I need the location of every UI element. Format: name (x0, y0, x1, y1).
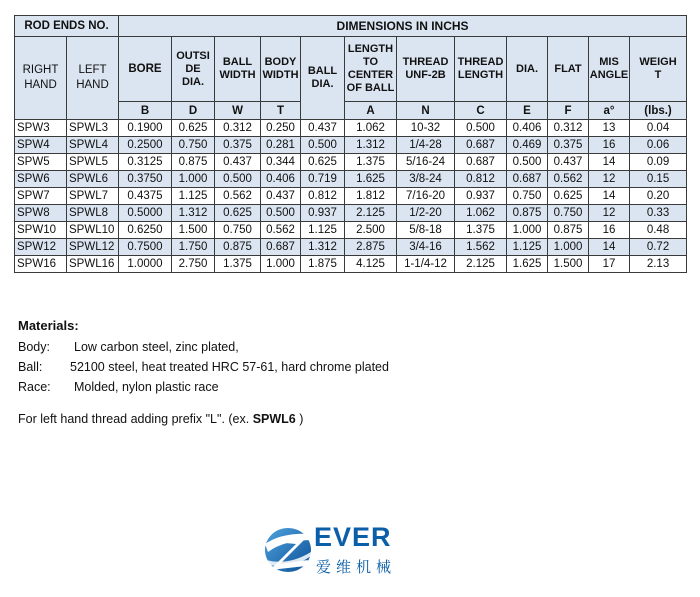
table-cell: 0.312 (548, 120, 589, 137)
table-cell: 0.500 (215, 171, 261, 188)
table-cell: 0.09 (630, 154, 687, 171)
table-cell: 1.062 (455, 205, 507, 222)
table-cell: SPWL7 (67, 188, 119, 205)
table-cell: SPWL12 (67, 239, 119, 256)
table-cell: SPW4 (15, 137, 67, 154)
table-cell: 4.125 (345, 256, 397, 273)
table-cell: 17 (589, 256, 630, 273)
table-cell: SPW6 (15, 171, 67, 188)
table-cell: 1.125 (172, 188, 215, 205)
table-cell: 0.937 (301, 205, 345, 222)
table-row (15, 256, 687, 273)
table-cell: 14 (589, 188, 630, 205)
table-cell: 0.500 (507, 154, 548, 171)
table-cell: 0.875 (548, 222, 589, 239)
table-cell: 7/16-20 (397, 188, 455, 205)
table-row (15, 137, 687, 154)
materials-title: Materials: (18, 318, 79, 333)
table-cell: SPW5 (15, 154, 67, 171)
table-cell: 0.4375 (119, 188, 172, 205)
col-bore: BORE (119, 37, 172, 102)
col-thread: THREAD UNF-2B (397, 37, 455, 102)
table-cell: SPW8 (15, 205, 67, 222)
table-cell: 14 (589, 239, 630, 256)
sym-body-width: T (261, 102, 301, 120)
table-cell: 1.000 (172, 171, 215, 188)
table-cell: 0.562 (548, 171, 589, 188)
sym-dia: E (507, 102, 548, 120)
table-cell: 0.750 (215, 222, 261, 239)
table-cell: 1.375 (455, 222, 507, 239)
table-cell: 1.000 (261, 256, 301, 273)
table-cell: 0.375 (215, 137, 261, 154)
table-cell: 1.125 (301, 222, 345, 239)
table-cell: 5/16-24 (397, 154, 455, 171)
table-cell: SPWL10 (67, 222, 119, 239)
table-cell: 0.875 (507, 205, 548, 222)
table-cell: SPW3 (15, 120, 67, 137)
table-cell: 1/2-20 (397, 205, 455, 222)
table-cell: 1.812 (345, 188, 397, 205)
table-cell: 1.312 (345, 137, 397, 154)
table-cell: 0.6250 (119, 222, 172, 239)
table-cell: 2.125 (455, 256, 507, 273)
table-cell: 1.312 (172, 205, 215, 222)
table-cell: 1.562 (455, 239, 507, 256)
table-cell: 1.500 (548, 256, 589, 273)
material-value: 52100 steel, heat treated HRC 57-61, hard chrome plated (70, 360, 389, 374)
table-cell: 0.687 (507, 171, 548, 188)
table-cell: 0.500 (261, 205, 301, 222)
table-cell: 0.812 (301, 188, 345, 205)
ever-logo (262, 520, 402, 580)
table-cell: 3/8-24 (397, 171, 455, 188)
table-cell: 0.750 (172, 137, 215, 154)
table-cell: 1.875 (301, 256, 345, 273)
table-cell: 0.750 (507, 188, 548, 205)
table-cell: SPWL4 (67, 137, 119, 154)
table-row (15, 120, 687, 137)
table-cell: 1-1/4-12 (397, 256, 455, 273)
table-cell: 0.437 (301, 120, 345, 137)
table-cell: 1/4-28 (397, 137, 455, 154)
table-row (15, 222, 687, 239)
table-cell: SPWL6 (67, 171, 119, 188)
table-cell: 3/4-16 (397, 239, 455, 256)
table-cell: 0.5000 (119, 205, 172, 222)
table-cell: 0.625 (215, 205, 261, 222)
table-cell: 0.33 (630, 205, 687, 222)
table-cell: 0.04 (630, 120, 687, 137)
table-cell: 0.15 (630, 171, 687, 188)
col-left-hand: LEFT HAND (67, 37, 119, 120)
material-race (18, 377, 219, 397)
table-cell: 2.750 (172, 256, 215, 273)
table-cell: 0.437 (215, 154, 261, 171)
table-cell: SPWL3 (67, 120, 119, 137)
table-cell: 0.437 (548, 154, 589, 171)
material-value: Low carbon steel, zinc plated, (74, 340, 239, 354)
table-cell: 14 (589, 154, 630, 171)
col-ball-dia: BALL DIA. (301, 37, 345, 120)
note-example: SPWL6 (252, 412, 296, 426)
table-cell: 16 (589, 222, 630, 239)
table-cell: 0.687 (261, 239, 301, 256)
table-row (15, 239, 687, 256)
sym-ball-width: W (215, 102, 261, 120)
table-cell: 0.72 (630, 239, 687, 256)
table-cell: 0.562 (261, 222, 301, 239)
table-cell: 0.20 (630, 188, 687, 205)
table-cell: 0.3750 (119, 171, 172, 188)
table-cell: 0.625 (301, 154, 345, 171)
table-row (15, 171, 687, 188)
table-cell: 0.437 (261, 188, 301, 205)
table-cell: 0.562 (215, 188, 261, 205)
table-cell: 2.500 (345, 222, 397, 239)
table-cell: 1.125 (507, 239, 548, 256)
sym-mis-angle: a° (589, 102, 630, 120)
table-row (15, 188, 687, 205)
dimensions-header: DIMENSIONS IN INCHS (119, 16, 687, 37)
table-cell: 0.250 (261, 120, 301, 137)
table-cell: 0.1900 (119, 120, 172, 137)
table-cell: 0.719 (301, 171, 345, 188)
table-cell: 0.750 (548, 205, 589, 222)
col-outside-dia: OUTSI DE DIA. (172, 37, 215, 102)
table-cell: 0.687 (455, 137, 507, 154)
table-cell: 2.125 (345, 205, 397, 222)
col-ball-width: BALL WIDTH (215, 37, 261, 102)
col-weight: WEIGH T (630, 37, 687, 102)
logo-chinese: 爱维机械 (316, 558, 397, 576)
table-cell: SPW10 (15, 222, 67, 239)
table-cell: SPWL16 (67, 256, 119, 273)
col-mis-angle: MIS ANGLE (589, 37, 630, 102)
table-cell: 1.000 (548, 239, 589, 256)
table-cell: 13 (589, 120, 630, 137)
material-label: Body: (18, 340, 50, 354)
table-cell: 1.500 (172, 222, 215, 239)
col-right-hand: RIGHT HAND (15, 37, 67, 120)
table-cell: SPWL8 (67, 205, 119, 222)
col-dia: DIA. (507, 37, 548, 102)
table-cell: 1.0000 (119, 256, 172, 273)
table-cell: 0.375 (548, 137, 589, 154)
note-suffix: ) (295, 412, 304, 426)
material-label: Race: (18, 380, 51, 394)
table-cell: 0.06 (630, 137, 687, 154)
table-body (15, 120, 687, 273)
table-cell: 0.500 (455, 120, 507, 137)
table-cell: 0.406 (261, 171, 301, 188)
table-cell: 0.344 (261, 154, 301, 171)
table-cell: 12 (589, 205, 630, 222)
sym-outside-dia: D (172, 102, 215, 120)
table-cell: 0.687 (455, 154, 507, 171)
table-cell: 0.937 (455, 188, 507, 205)
table-cell: 0.2500 (119, 137, 172, 154)
table-cell: 1.000 (507, 222, 548, 239)
col-thread-length: THREAD LENGTH (455, 37, 507, 102)
table-cell: 0.812 (455, 171, 507, 188)
sym-thread-length: C (455, 102, 507, 120)
table-cell: 1.312 (301, 239, 345, 256)
dimensions-table (14, 15, 687, 273)
logo-wordmark: EVER (314, 522, 392, 552)
table-cell: 10-32 (397, 120, 455, 137)
table-cell: 16 (589, 137, 630, 154)
note-prefix: For left hand thread adding prefix "L". (ex. (18, 412, 253, 426)
table-cell: 0.312 (215, 120, 261, 137)
table-cell: 12 (589, 171, 630, 188)
col-flat: FLAT (548, 37, 589, 102)
table-cell: 1.750 (172, 239, 215, 256)
table-cell: 0.406 (507, 120, 548, 137)
table-cell: 0.625 (172, 120, 215, 137)
rod-ends-header: ROD ENDS NO. (15, 16, 119, 37)
sym-weight: (lbs.) (630, 102, 687, 120)
table-cell: SPW7 (15, 188, 67, 205)
materials-section (18, 316, 389, 397)
table-row (15, 205, 687, 222)
table-cell: 0.875 (215, 239, 261, 256)
table-cell: 1.375 (345, 154, 397, 171)
table-cell: 2.13 (630, 256, 687, 273)
col-length-to-center: LENGTH TO CENTER OF BALL (345, 37, 397, 102)
material-label: Ball: (18, 360, 43, 374)
col-body-width: BODY WIDTH (261, 37, 301, 102)
table-cell: 0.281 (261, 137, 301, 154)
table-cell: 0.3125 (119, 154, 172, 171)
table-cell: 0.469 (507, 137, 548, 154)
sym-thread: N (397, 102, 455, 120)
left-hand-note (18, 412, 303, 426)
material-body (18, 337, 239, 357)
sym-bore: B (119, 102, 172, 120)
table-cell: 1.375 (215, 256, 261, 273)
table-cell: SPWL5 (67, 154, 119, 171)
table-cell: 5/8-18 (397, 222, 455, 239)
sym-length: A (345, 102, 397, 120)
table-cell: 0.48 (630, 222, 687, 239)
table-cell: 0.875 (172, 154, 215, 171)
table-cell: 1.062 (345, 120, 397, 137)
table-row (15, 154, 687, 171)
sym-flat: F (548, 102, 589, 120)
table-cell: 1.625 (345, 171, 397, 188)
material-value: Molded, nylon plastic race (74, 380, 219, 394)
table-cell: 0.7500 (119, 239, 172, 256)
table-cell: 2.875 (345, 239, 397, 256)
table-cell: SPW12 (15, 239, 67, 256)
z-globe-icon (262, 520, 314, 578)
table-cell: 1.625 (507, 256, 548, 273)
table-cell: SPW16 (15, 256, 67, 273)
material-ball (18, 357, 389, 377)
table-cell: 0.500 (301, 137, 345, 154)
table-cell: 0.625 (548, 188, 589, 205)
